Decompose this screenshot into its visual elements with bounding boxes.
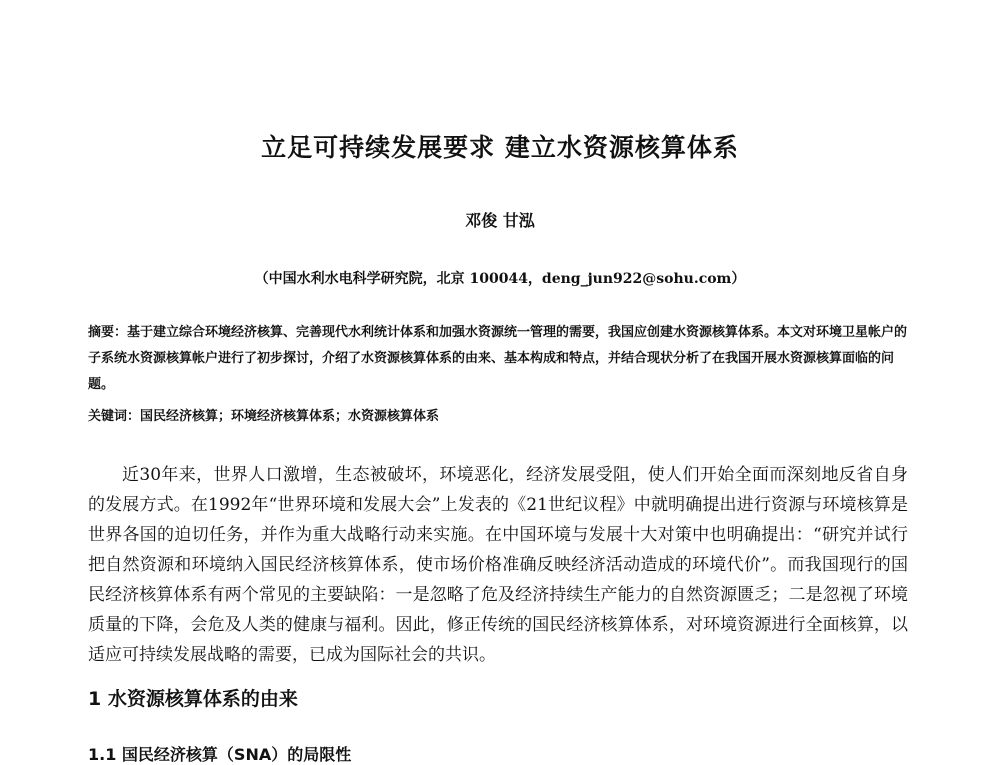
section-heading-1-1: 1.1 国民经济核算（SNA）的局限性 — [88, 745, 352, 764]
abstract-text: 基于建立综合环境经济核算、完善现代水利统计体系和加强水资源统一管理的需要，我国应创建水资源核算体系。本文对环境卫星帐户的子系统水资源核算帐户进行了初步探讨，介绍了水资源核算体系的由来、基本构成和特点，并结合现状分析了在我国开展水资源核算面临的问题。 — [88, 325, 908, 392]
keywords — [88, 404, 908, 430]
keywords-label: 关键词： — [88, 409, 141, 424]
keywords-text: 国民经济核算；环境经济核算体系；水资源核算体系 — [140, 409, 440, 424]
abstract-label: 摘要： — [88, 325, 128, 340]
paper-title: 立足可持续发展要求 建立水资源核算体系 — [261, 133, 739, 162]
affiliation: （中国水利水电科学研究院，北京 100044，deng_jun922@sohu.com） — [254, 271, 746, 287]
authors: 邓俊 甘泓 — [465, 211, 535, 230]
intro-paragraph: 近30年来，世界人口激增，生态被破坏，环境恶化，经济发展受阻，使人们开始全面而深刻地反省自身的发展方式。在1992年“世界环境和发展大会”上发表的《21世纪议程》中就明确提出进行资源与环境核算是世界各国的迫切任务，并作为重大战略行动来实施。在中国环境与发展十大对策中也明确提出：“研究并试行把自然资源和环境纳入国民经济核算体系，使市场价格准确反映经济活动造成的环境代价”。而我国现行的国民经济核算体系有两个常见的主要缺陷：一是忽略了危及经济持续生产能力的自然资源匮乏；二是忽视了环境质量的下降，会危及人类的健康与福利。因此，修正传统的国民经济核算体系，对环境资源进行全面核算，以适应可持续发展战略的需要，已成为国际社会的共识。 — [88, 465, 908, 665]
abstract — [88, 320, 908, 398]
section-heading-1: 1 水资源核算体系的由来 — [88, 688, 298, 710]
